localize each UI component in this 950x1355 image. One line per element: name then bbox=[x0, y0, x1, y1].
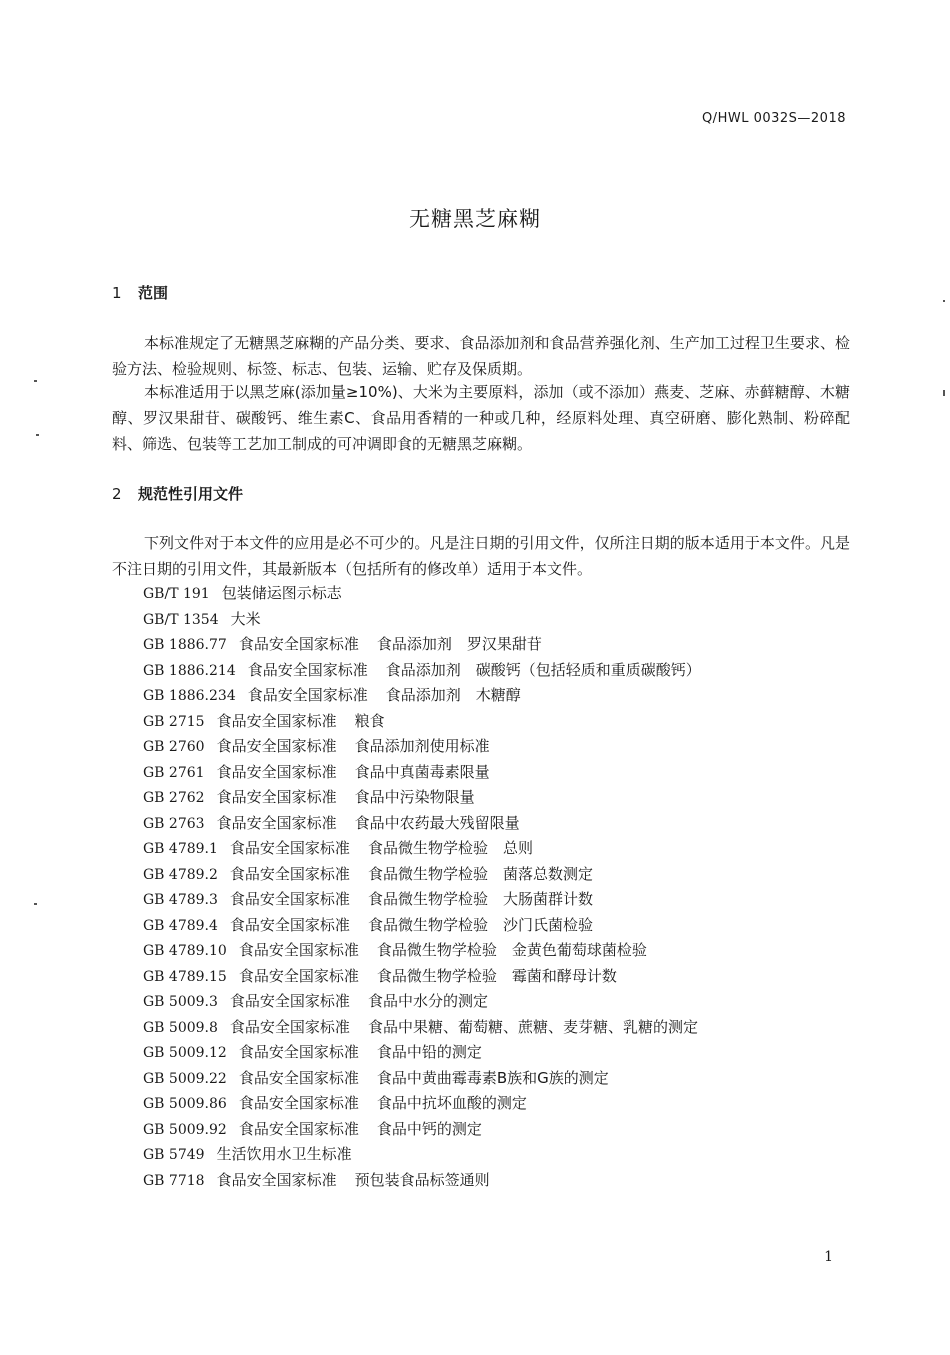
reference-item bbox=[143, 1168, 843, 1194]
reference-item bbox=[143, 1040, 843, 1066]
scope-paragraph-2: 本标准适用于以黑芝麻(添加量≥10%)、大米为主要原料，添加（或不添加）燕麦、芝麻、赤藓糖醇、木糖醇、罗汉果甜苷、碳酸钙、维生素C、食品用香精的一种或几种，经原料处理、真空研磨、膨化熟制、粉碎配料、筛选、包装等工艺加工制成的可冲调即食的无糖黑芝麻糊。 bbox=[112, 383, 850, 453]
reference-code: GB 5009.92 bbox=[143, 1121, 227, 1138]
reference-code: GB 1886.214 bbox=[143, 662, 236, 679]
reference-list bbox=[143, 581, 843, 1193]
reference-item bbox=[143, 581, 843, 607]
reference-subtitle: 食品微生物学检验 大肠菌群计数 bbox=[367, 890, 593, 908]
reference-code: GB 2715 bbox=[143, 713, 205, 730]
reference-code: GB 4789.2 bbox=[143, 866, 218, 883]
reference-subtitle: 预包装食品标签通则 bbox=[354, 1170, 490, 1189]
reference-subtitle: 食品中真菌毒素限量 bbox=[354, 762, 490, 781]
reference-item bbox=[143, 989, 843, 1015]
section-number: 2 bbox=[112, 485, 122, 503]
standard-code: Q/HWL 0032S—2018 bbox=[701, 111, 846, 126]
reference-subtitle: 食品中水分的测定 bbox=[367, 992, 488, 1010]
reference-title: 生活饮用水卫生标准 bbox=[216, 1145, 352, 1163]
reference-code: GB 1886.234 bbox=[143, 688, 236, 704]
section-title: 规范性引用文件 bbox=[138, 485, 244, 503]
reference-title: 食品安全国家标准 bbox=[238, 1043, 359, 1061]
reference-item bbox=[143, 785, 843, 811]
reference-title: 食品安全国家标准 bbox=[229, 915, 350, 934]
reference-item bbox=[143, 683, 843, 709]
reference-item bbox=[143, 887, 843, 913]
reference-code: GB 2762 bbox=[143, 790, 205, 806]
reference-code: GB 2760 bbox=[143, 739, 205, 755]
reference-item bbox=[143, 1117, 843, 1143]
section-number: 1 bbox=[112, 284, 122, 302]
scan-speck bbox=[943, 390, 945, 396]
reference-code: GB 4789.10 bbox=[143, 943, 227, 959]
reference-code: GB 7718 bbox=[143, 1172, 205, 1189]
reference-title: 食品安全国家标准 bbox=[247, 660, 368, 679]
reference-code: GB 1886.77 bbox=[143, 637, 227, 653]
reference-subtitle: 食品微生物学检验 总则 bbox=[367, 839, 533, 857]
reference-title: 食品安全国家标准 bbox=[216, 788, 337, 806]
scope-paragraph-1: 本标准规定了无糖黑芝麻糊的产品分类、要求、食品添加剂和食品营养强化剂、生产加工过程卫生要求、检验方法、检验规则、标签、标志、包装、运输、贮存及保质期。 bbox=[112, 334, 850, 378]
reference-code: GB 2763 bbox=[143, 815, 205, 832]
reference-item bbox=[143, 811, 843, 837]
reference-code: GB 5009.12 bbox=[143, 1045, 227, 1061]
reference-title: 包装储运图示标志 bbox=[221, 584, 342, 602]
section-title: 范围 bbox=[138, 284, 169, 302]
reference-title: 食品安全国家标准 bbox=[229, 864, 350, 883]
reference-item bbox=[143, 734, 843, 760]
reference-item bbox=[143, 964, 843, 990]
reference-subtitle: 食品中抗坏血酸的测定 bbox=[376, 1094, 527, 1112]
reference-title: 食品安全国家标准 bbox=[238, 635, 359, 653]
reference-item bbox=[143, 709, 843, 735]
reference-item bbox=[143, 1066, 843, 1092]
reference-subtitle: 食品添加剂使用标准 bbox=[354, 737, 490, 755]
reference-subtitle: 食品中钙的测定 bbox=[376, 1119, 482, 1138]
reference-title: 食品安全国家标准 bbox=[238, 1068, 359, 1087]
reference-item bbox=[143, 913, 843, 939]
reference-subtitle: 食品添加剂 罗汉果甜苷 bbox=[376, 635, 542, 653]
scan-speck bbox=[34, 903, 37, 905]
reference-item bbox=[143, 760, 843, 786]
reference-subtitle: 食品微生物学检验 菌落总数测定 bbox=[367, 864, 593, 883]
reference-code: GB 4789.1 bbox=[143, 841, 218, 857]
reference-code: GB 4789.15 bbox=[143, 968, 227, 985]
reference-subtitle: 食品中果糖、葡萄糖、蔗糖、麦芽糖、乳糖的测定 bbox=[367, 1017, 698, 1036]
reference-item bbox=[143, 607, 843, 633]
reference-code: GB 5749 bbox=[143, 1147, 205, 1163]
reference-code: GB 5009.8 bbox=[143, 1019, 218, 1036]
reference-code: GB 4789.3 bbox=[143, 892, 218, 908]
reference-code: GB 2761 bbox=[143, 764, 205, 781]
reference-subtitle: 食品中污染物限量 bbox=[354, 788, 475, 806]
section-2-heading bbox=[112, 483, 243, 504]
reference-title: 食品安全国家标准 bbox=[216, 813, 337, 832]
reference-title: 食品安全国家标准 bbox=[229, 1017, 350, 1036]
scan-speck bbox=[943, 300, 945, 302]
reference-title: 食品安全国家标准 bbox=[216, 737, 337, 755]
reference-item bbox=[143, 1091, 843, 1117]
reference-item bbox=[143, 938, 843, 964]
reference-title: 食品安全国家标准 bbox=[238, 1094, 359, 1112]
reference-title: 食品安全国家标准 bbox=[238, 966, 359, 985]
reference-title: 食品安全国家标准 bbox=[229, 992, 350, 1010]
document-title: 无糖黑芝麻糊 bbox=[409, 207, 541, 231]
reference-subtitle: 食品添加剂 木糖醇 bbox=[385, 686, 521, 704]
reference-code: GB 5009.86 bbox=[143, 1096, 227, 1112]
reference-title: 食品安全国家标准 bbox=[216, 711, 337, 730]
reference-subtitle: 食品中农药最大残留限量 bbox=[354, 813, 520, 832]
reference-code: GB 4789.4 bbox=[143, 917, 218, 934]
reference-title: 食品安全国家标准 bbox=[216, 1170, 337, 1189]
reference-code: GB 5009.3 bbox=[143, 994, 218, 1010]
section-1-heading bbox=[112, 282, 168, 303]
reference-title: 食品安全国家标准 bbox=[216, 762, 337, 781]
reference-item bbox=[143, 1015, 843, 1041]
reference-title: 食品安全国家标准 bbox=[238, 1119, 359, 1138]
reference-code: GB/T 191 bbox=[143, 586, 210, 602]
reference-title: 食品安全国家标准 bbox=[229, 890, 350, 908]
reference-code: GB 5009.22 bbox=[143, 1070, 227, 1087]
reference-subtitle: 食品微生物学检验 霉菌和酵母计数 bbox=[376, 966, 617, 985]
reference-item bbox=[143, 1142, 843, 1168]
reference-item bbox=[143, 632, 843, 658]
reference-subtitle: 食品中铅的测定 bbox=[376, 1043, 482, 1061]
reference-subtitle: 食品添加剂 碳酸钙（包括轻质和重质碳酸钙） bbox=[385, 660, 701, 679]
reference-subtitle: 食品微生物学检验 沙门氏菌检验 bbox=[367, 915, 593, 934]
reference-item bbox=[143, 658, 843, 684]
page-number: 1 bbox=[824, 1249, 833, 1265]
references-intro-paragraph: 下列文件对于本文件的应用是必不可少的。凡是注日期的引用文件，仅所注日期的版本适用于本文件。凡是不注日期的引用文件，其最新版本（包括所有的修改单）适用于本文件。 bbox=[112, 534, 850, 578]
reference-title: 食品安全国家标准 bbox=[247, 686, 368, 704]
reference-subtitle: 食品微生物学检验 金黄色葡萄球菌检验 bbox=[376, 941, 647, 959]
reference-item bbox=[143, 836, 843, 862]
reference-code: GB/T 1354 bbox=[143, 611, 219, 628]
reference-subtitle: 粮食 bbox=[354, 711, 385, 730]
scan-speck bbox=[36, 434, 39, 436]
reference-subtitle: 食品中黄曲霉毒素B族和G族的测定 bbox=[376, 1068, 609, 1087]
reference-title: 食品安全国家标准 bbox=[229, 839, 350, 857]
reference-title: 食品安全国家标准 bbox=[238, 941, 359, 959]
scan-speck bbox=[34, 380, 37, 382]
reference-title: 大米 bbox=[230, 609, 261, 628]
reference-item bbox=[143, 862, 843, 888]
